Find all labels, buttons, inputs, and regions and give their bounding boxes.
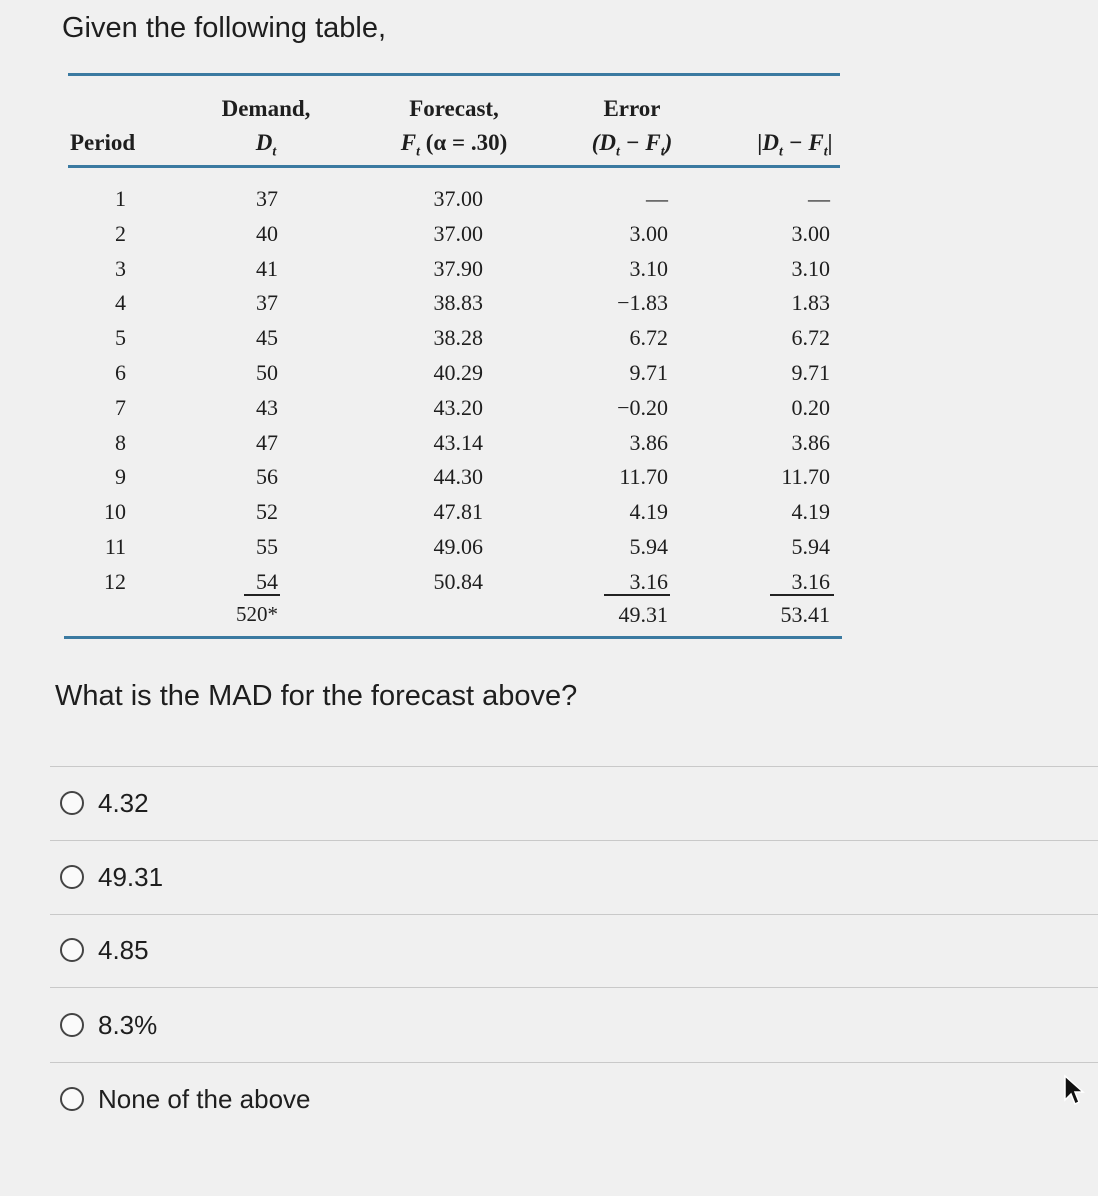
table-top-rule <box>68 73 840 76</box>
cell-forecast: 37.00 <box>433 221 483 246</box>
option-4[interactable] <box>60 1008 157 1042</box>
cell-period: 10 <box>104 499 126 524</box>
error-total-rule <box>604 594 670 596</box>
header-demand-line1: Demand, <box>221 96 311 121</box>
cell-error: 9.71 <box>629 360 668 385</box>
cell-period: 2 <box>115 221 126 246</box>
cell-abs: 4.19 <box>791 499 830 524</box>
header-forecast-line2: $F_t$ (α = .30) <box>400 130 508 160</box>
cell-abs: 5.94 <box>791 534 830 559</box>
cell-demand: 41 <box>256 256 278 281</box>
cell-error: 4.19 <box>629 499 668 524</box>
cell-abs: 11.70 <box>781 464 830 489</box>
cell-abs: 1.83 <box>791 290 830 315</box>
header-error-line1: Error <box>603 96 661 121</box>
cell-abs: 3.16 <box>791 569 830 594</box>
cell-error: 3.86 <box>629 430 668 455</box>
abs-total-rule <box>770 594 834 596</box>
demand-total-rule <box>244 594 280 596</box>
cell-demand: 45 <box>256 325 278 350</box>
divider <box>50 987 1098 988</box>
cell-demand: 54 <box>256 569 278 594</box>
option-5[interactable] <box>60 1082 311 1116</box>
cell-demand: 47 <box>256 430 278 455</box>
radio-button[interactable] <box>60 865 84 889</box>
header-period: Period <box>70 130 136 155</box>
cell-period: 11 <box>104 534 126 559</box>
cell-forecast: 37.90 <box>433 256 483 281</box>
cell-period: 4 <box>115 290 126 315</box>
option-label: 4.32 <box>98 787 149 818</box>
cell-error: — <box>646 186 668 211</box>
cell-forecast: 40.29 <box>433 360 483 385</box>
option-3[interactable] <box>60 933 149 967</box>
divider <box>50 1062 1098 1063</box>
table-header-rule <box>68 165 840 168</box>
cell-forecast: 47.81 <box>433 499 483 524</box>
option-1[interactable] <box>60 786 149 820</box>
cell-forecast: 43.20 <box>433 395 483 420</box>
cell-forecast: 50.84 <box>433 569 483 594</box>
cell-abs: 3.10 <box>791 256 830 281</box>
mouse-cursor-icon <box>1062 1074 1088 1108</box>
cell-demand: 40 <box>256 221 278 246</box>
cell-forecast: 49.06 <box>433 534 483 559</box>
cell-error: 6.72 <box>629 325 668 350</box>
cell-error: −1.83 <box>617 290 668 315</box>
cell-error: 3.16 <box>629 569 668 594</box>
divider <box>50 766 1098 767</box>
cell-forecast: 44.30 <box>433 464 483 489</box>
cell-demand: 37 <box>256 290 278 315</box>
total-demand: 520* <box>236 602 278 626</box>
cell-period: 1 <box>115 186 126 211</box>
cell-abs: 3.86 <box>791 430 830 455</box>
cell-error: −0.20 <box>617 395 668 420</box>
radio-button[interactable] <box>60 1087 84 1111</box>
header-error-line2: $(D_t - F_t)$ <box>591 130 673 160</box>
header-forecast-line1: Forecast, <box>409 96 499 121</box>
cell-abs: 0.20 <box>791 395 830 420</box>
radio-button[interactable] <box>60 938 84 962</box>
cell-forecast: 43.14 <box>433 430 483 455</box>
cell-period: 9 <box>115 464 126 489</box>
cell-demand: 43 <box>256 395 278 420</box>
total-abs-error: 53.41 <box>780 602 830 627</box>
divider <box>50 914 1098 915</box>
cell-period: 7 <box>115 395 126 420</box>
cell-period: 8 <box>115 430 126 455</box>
cell-forecast: 38.83 <box>433 290 483 315</box>
cell-abs: 9.71 <box>791 360 830 385</box>
table-bottom-rule <box>64 636 842 639</box>
cell-abs: — <box>808 186 830 211</box>
radio-button[interactable] <box>60 1013 84 1037</box>
divider <box>50 840 1098 841</box>
question-text: What is the MAD for the forecast above? <box>55 680 578 712</box>
header-demand-line2: $D_t$ <box>255 130 277 160</box>
cell-period: 5 <box>115 325 126 350</box>
cell-abs: 3.00 <box>791 221 830 246</box>
option-label: 49.31 <box>98 861 164 892</box>
cell-error: 11.70 <box>619 464 668 489</box>
radio-button[interactable] <box>60 791 84 815</box>
cell-abs: 6.72 <box>791 325 830 350</box>
cell-error: 3.10 <box>629 256 668 281</box>
cell-period: 3 <box>115 256 126 281</box>
cell-demand: 37 <box>256 186 278 211</box>
cell-demand: 50 <box>256 360 278 385</box>
cell-forecast: 38.28 <box>433 325 483 350</box>
cell-error: 3.00 <box>629 221 668 246</box>
cell-period: 6 <box>115 360 126 385</box>
cell-period: 12 <box>104 569 126 594</box>
option-2[interactable] <box>60 860 163 894</box>
option-label: 4.85 <box>98 934 149 965</box>
option-label: None of the above <box>98 1083 311 1114</box>
total-error: 49.31 <box>618 602 668 627</box>
cell-demand: 55 <box>256 534 278 559</box>
cell-demand: 56 <box>256 464 278 489</box>
cell-forecast: 37.00 <box>433 186 483 211</box>
option-label: 8.3% <box>98 1009 158 1040</box>
cell-error: 5.94 <box>629 534 668 559</box>
cell-demand: 52 <box>256 499 278 524</box>
intro-text: Given the following table, <box>62 12 387 44</box>
header-abs-error: $|D_t - F_t|$ <box>757 130 833 160</box>
